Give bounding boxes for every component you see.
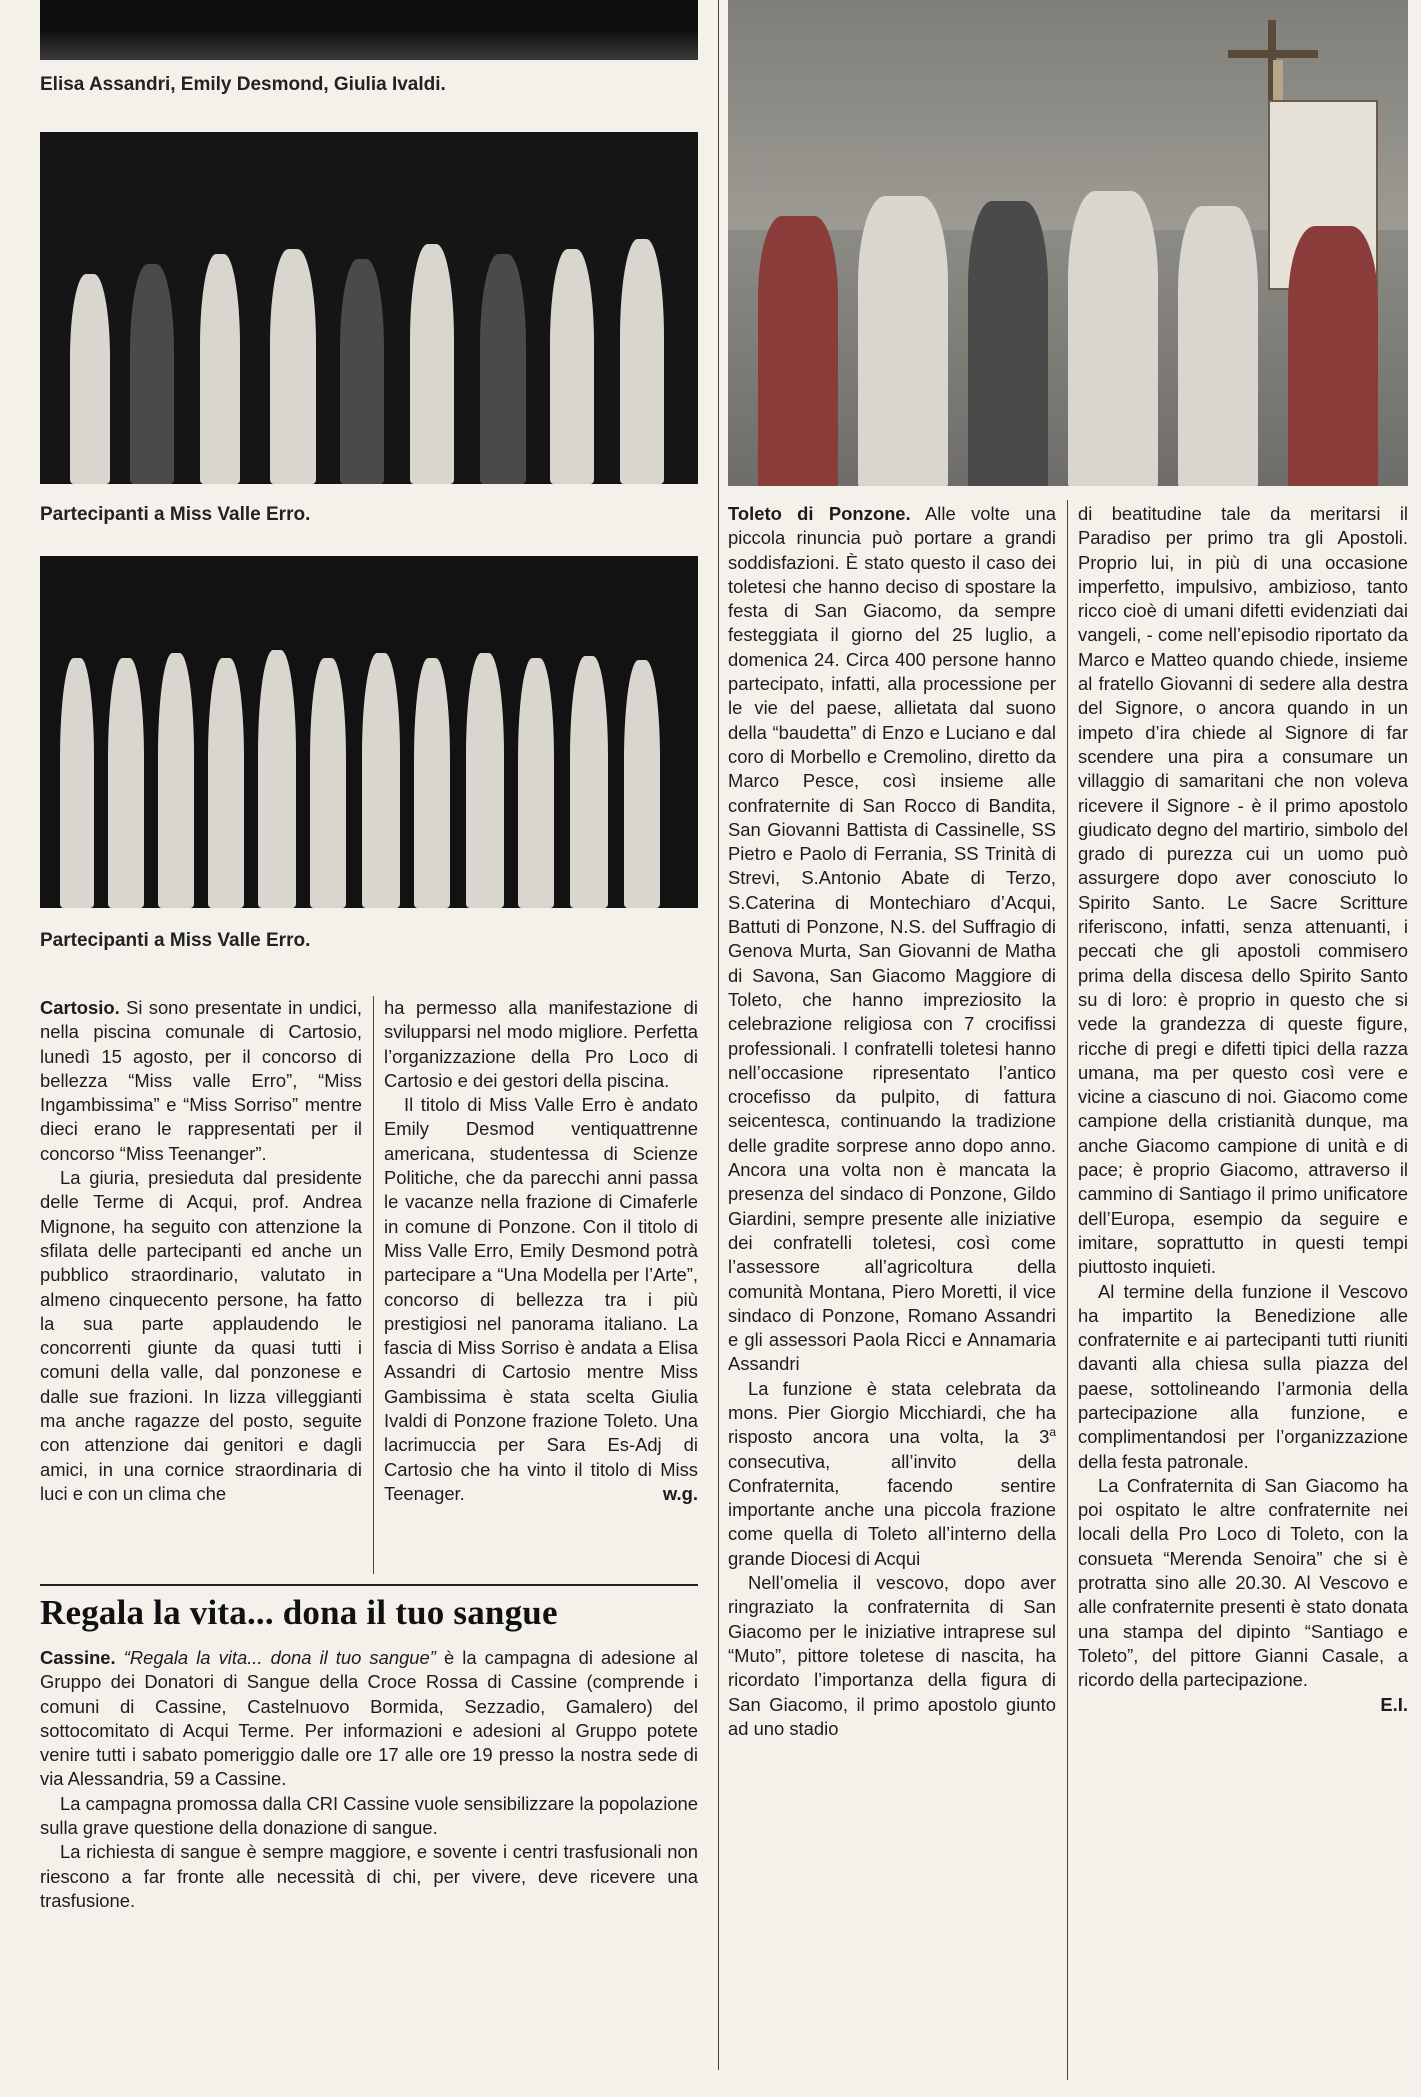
blood-article-quote: “Regala la vita... dona il tuo sangue” <box>123 1647 436 1668</box>
blood-article-headline: Regala la vita... dona il tuo sangue <box>40 1593 558 1632</box>
miss-article-signature: w.g. <box>662 1482 698 1504</box>
miss-article-p1: Si sono presentate in undici, nella piscina comunale di Cartosio, lunedì 15 agosto, per il concorso di bellezza “Miss valle Erro”, “Miss Ingambissima” e “Miss Sorriso” mentre dieci erano le rappresentati per il concorso “Miss Teenanger”. <box>40 997 362 1164</box>
blood-article-p2: La campagna promossa dalla CRI Cassine vuole sensibilizzare la popolazione sulla grave questione della donazione di sangue. <box>40 1792 698 1839</box>
blood-article-lead: Cassine. <box>40 1647 116 1668</box>
toleto-article-p1: Alle volte una piccola rinuncia può portare a grandi soddisfazioni. È stato questo il caso dei toletesi che hanno deciso di spostare la festa di San Giacomo, da sempre festeggiata il giorno del 25 luglio, a domenica 24. Circa 400 persone hanno partecipato, infatti, alla processione per le vie del paese, allietata dal suono della “baudetta” di Enzo e Luciano e dal coro di Morbello e Cremolino, diretto da Marco Pesce, così insieme alle confraternite di San Rocco di Bandita, San Giovanni Battista di Cassinelle, SS Pietro e Paolo di Ferrania, SS Trinità di Strevi, S.Antonio Abate di Terzo, S.Caterina di Montechiaro d’Acqui, Battuti di Ponzone, N.S. del Suffragio di Genova Murta, San Giovanni de Matha di Savona, San Giacomo Maggiore di Toleto, che hanno impreziosito la celebrazione religiosa con 7 crocifissi professionali. I confratelli toletesi hanno nell’occasione ripresentato l’antico crocefisso da pulpito, di fattura seicentesca, continuando la tradizione delle gradite sorprese anno dopo anno. Ancora una volta non è mancata la presenza del sindaco di Ponzone, Gildo Giardini, sempre presente alle iniziative dei confratelli toletesi, così come l’assessore all’agricoltura della comunità Montana, Piero Moretti, il vice sindaco di Ponzone, Romano Assandri e gli assessori Paola Ricci e Annamaria Assandri <box>728 503 1056 1375</box>
miss-article-p3: ha permesso alla manifestazione di svilupparsi nel modo migliore. Perfetta l’organizzazione della Pro Loco di Cartosio e dei gestori della piscina. <box>384 997 698 1091</box>
caption-photo-1: Partecipanti a Miss Valle Erro. <box>40 504 311 525</box>
miss-article-p4: Il titolo di Miss Valle Erro è andato Emily Desmod ventiquattrenne americana, studentessa di Scienze Politiche, che da parecchi anni passa le vacanze nella frazione di Cimaferle in comune di Ponzone. Con il titolo di Miss Valle Erro, Emily Desmond potrà partecipare a “Una Modella per l’Arte”, concorso di bellezza tra i più prestigiosi nel panorama italiano. La fascia di Miss Sorriso è andata a Elisa Assandri di Cartosio mentre Miss Gambissima è stata scelta Giulia Ivaldi di Ponzone frazione Toleto. Una lacrimuccia per Sara Es-Adj di Cartosio che ha vinto il titolo di Miss Teenager. <box>384 1094 698 1504</box>
blood-article-p3: La richiesta di sangue è sempre maggiore, e sovente i centri trasfusionali non riescono a far fronte alle necessità di chi, per vivere, deve ricevere una trasfusione. <box>40 1841 698 1911</box>
toleto-article-p5: Al termine della funzione il Vescovo ha impartito la Benedizione alle confraternite e ai partecipanti tutti riuniti davanti alla chiesa sulla piazza del paese, sottolineando l’armonia della partecipazione alla funzione, e complimentandosi per l’organizzazione della festa patronale. <box>1078 1280 1408 1472</box>
caption-photo-2: Partecipanti a Miss Valle Erro. <box>40 930 311 951</box>
toleto-article-col2 <box>1078 502 1408 1717</box>
photo-miss-valle-erro-1 <box>40 132 698 484</box>
top-photo <box>40 0 698 60</box>
caption-top: Elisa Assandri, Emily Desmond, Giulia Ivaldi. <box>40 74 446 95</box>
photo-procession <box>728 0 1408 486</box>
miss-article-col1 <box>40 996 362 1506</box>
miss-article-lead: Cartosio. <box>40 997 120 1018</box>
column-divider <box>718 0 719 2070</box>
toleto-article-p3: Nell’omelia il vescovo, dopo aver ringraziato la confraternita di San Giacomo per le iniziative intraprese sul “Muto”, pittore toletese di nascita, ha ricordato l’importanza della figura di San Giacomo, il primo apostolo giunto ad uno stadio <box>728 1572 1056 1739</box>
toleto-article-signature: E.I. <box>1380 1693 1408 1715</box>
toleto-article-p6: La Confraternita di San Giacomo ha poi ospitato le altre confraternite nei locali della Pro Loco di Toleto, con la consueta “Merenda Senoira” che si è protratta sino alle 20.30. Al Vescovo e alle confraternite presenti è stato donata una stampa del dipinto “Santiago e Toleto”, del pittore Gianni Casale, a ricordo della partecipazione. <box>1078 1474 1408 1691</box>
column-divider-right <box>1067 500 1068 2080</box>
toleto-article-p2a: La funzione è stata celebrata da mons. Pier Giorgio Micchiardi, che ha risposto ancora una volta, la 3 <box>728 1377 1056 1448</box>
blood-article-body <box>40 1646 698 1913</box>
toleto-article-p4: di beatitudine tale da meritarsi il Paradiso per primo tra gli Apostoli. Proprio lui, in più di una occasione imperfetto, impulsivo, ambizioso, tanto ricco cioè di umani difetti evidenziati dai vangeli, - come nell’episodio riportato da Marco e Matteo quando chiede, insieme al fratello Giovanni di sedere alla destra del Signore, o ancora quando in un impeto d’ira chiede al Signore di far scendere una pira a consumare un villaggio di samaritani che non voleva ricevere il Signore - è il primo apostolo giudicato degno del martirio, simbolo del grado di purezza cui un uomo può assurgere dopo aver conosciuto lo Spirito Santo. Le Sacre Scritture riferiscono, infatti, senza attenuanti, i peccati che gli apostoli commisero prima della discesa dello Spirito Santo su di loro: è proprio in questo che si vede la grandezza di queste figure, ricche di pregi e difetti tipici della razza umana, ma per questo così vere e vicine a ciascuno di noi. Giacomo come campione della cristianità dunque, ma anche Giacomo campione di unità e di pace; è proprio Giacomo, attraverso il cammino di Santiago il primo unificatore dell’Europa, esempio da seguire e imitare, soprattutto in questi tempi piuttosto inquieti. <box>1078 503 1408 1278</box>
miss-article-p2: La giuria, presieduta dal presidente delle Terme di Acqui, prof. Andrea Mignone, ha seguito con attenzione la sfilata delle partecipanti ed anche un pubblico straordinario, valutato in almeno cinquecento persone, ha fatto la sua parte applaudendo le concorrenti giunte da quasi tutti i comuni della valle, dal ponzonese e dalle sue frazioni. In lizza villeggianti ma anche ragazze del posto, seguite con attenzione dai genitori e dagli amici, in una cornice straordinaria di luci e con un clima che <box>40 1167 362 1504</box>
photo-miss-valle-erro-2 <box>40 556 698 908</box>
toleto-article-p2-sup: a <box>1049 1425 1056 1440</box>
toleto-article-lead: Toleto di Ponzone. <box>728 503 911 524</box>
toleto-article-col1 <box>728 502 1056 1741</box>
toleto-article-p2b: consecutiva, all’invito della Confraternita, facendo sentire importante anche una piccola frazione come quella di Toleto all’interno della grande Diocesi di Acqui <box>728 1450 1056 1569</box>
blood-article-p1: è la campagna di adesione al Gruppo dei Donatori di Sangue della Croce Rossa di Cassine (comprende i comuni di Cassine, Castelnuovo Bormida, Sezzadio, Gamalero) del sottocomitato di Acqui Terme. Per informazioni e adesioni al Gruppo potete venire tutti i sabato pomeriggio dalle ore 17 alle ore 19 presso la nostra sede di via Alessandria, 59 a Cassine. <box>40 1647 698 1790</box>
headline-rule <box>40 1584 698 1586</box>
miss-article-col2 <box>384 996 698 1506</box>
column-divider-left <box>373 996 374 1574</box>
